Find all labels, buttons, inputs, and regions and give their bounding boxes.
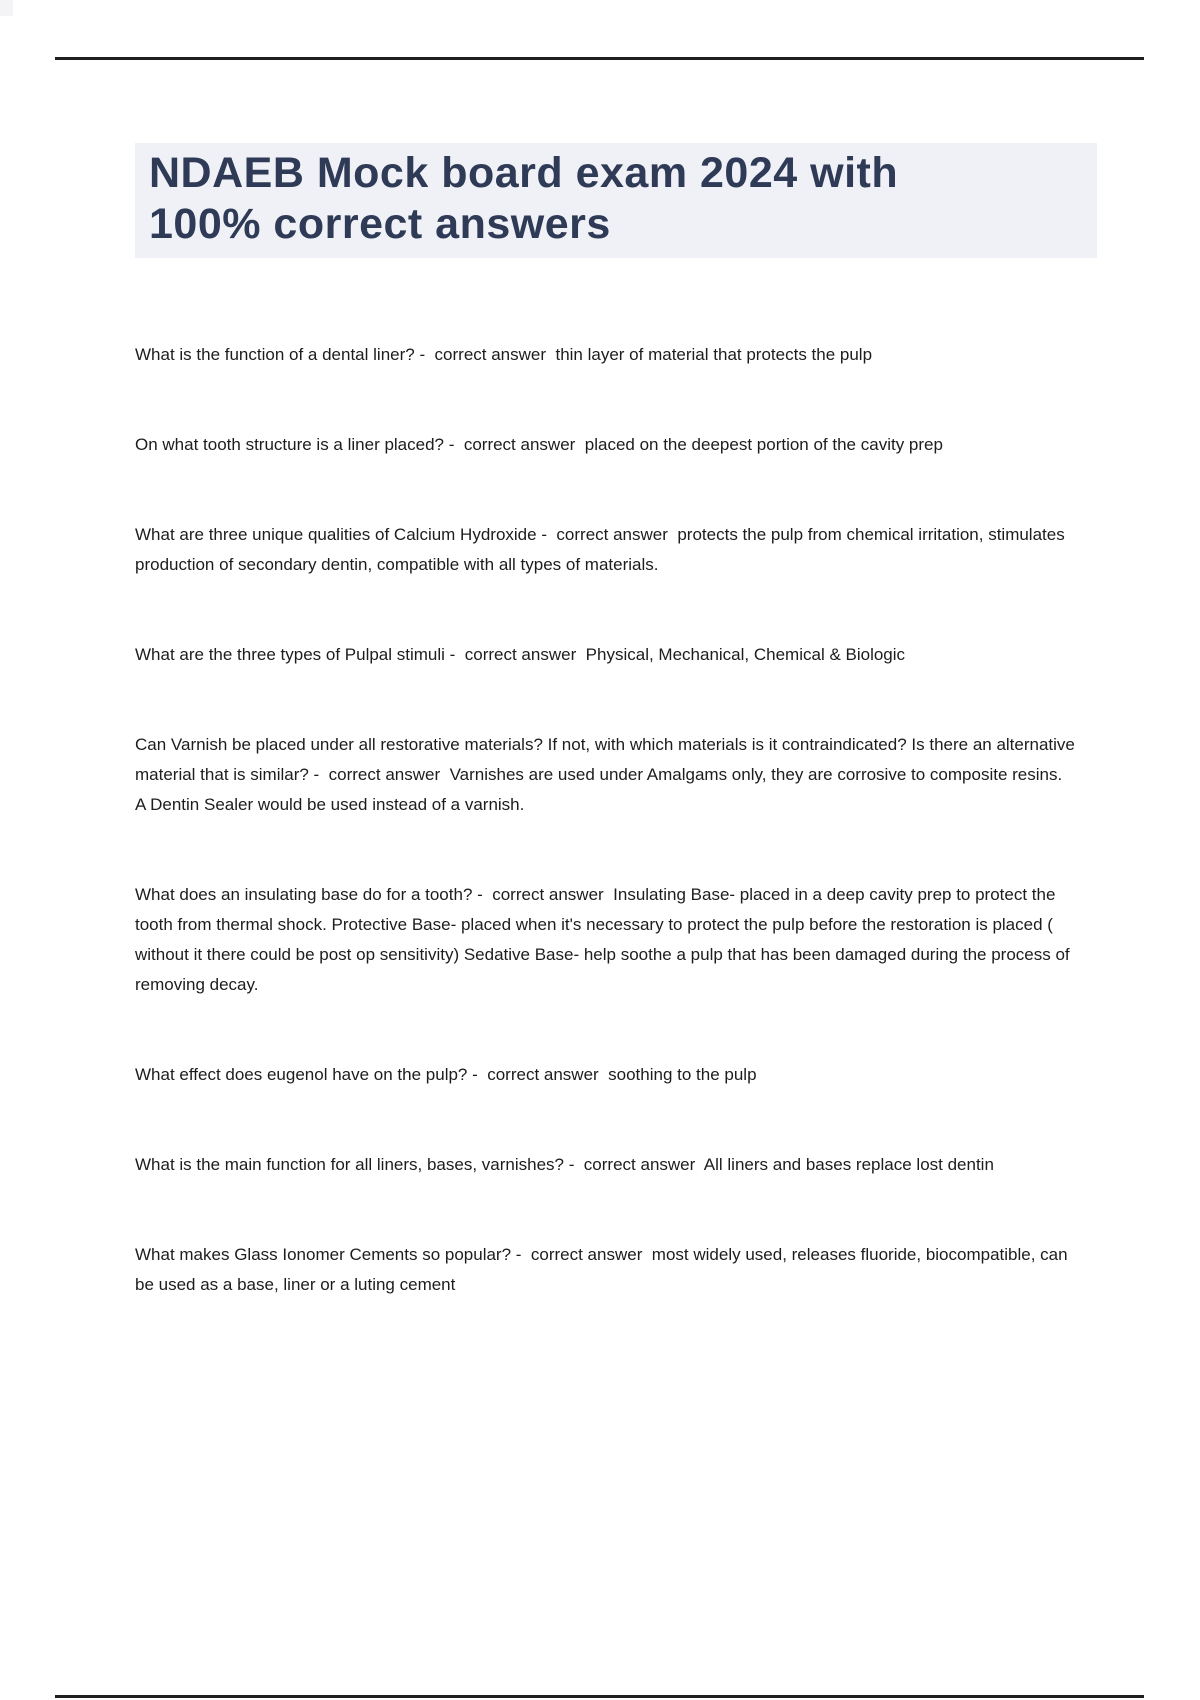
page-title-line-2: 100% correct answers — [149, 200, 611, 248]
page-title-line-1: NDAEB Mock board exam 2024 with — [149, 149, 899, 197]
qa-item: What are three unique qualities of Calcium Hydroxide - correct answer protects the pulp from chemical irritation, stimulates production of secondary dentin, compatible with all types of materials. — [135, 525, 1070, 574]
page-title — [135, 143, 1097, 258]
qa-item: What is the function of a dental liner? - correct answer thin layer of material that protects the pulp — [135, 345, 873, 364]
qa-item: What does an insulating base do for a tooth? - correct answer Insulating Base- placed in a deep cavity prep to protect the tooth from thermal shock. Protective Base- placed when it's necessary to protect the pulp before the restoration is placed ( without it there could be post op sensitivity) Sedative Base- help soothe a pulp that has been damaged during the process of removing decay. — [135, 885, 1075, 994]
scan-artifact — [0, 0, 13, 16]
qa-item: Can Varnish be placed under all restorative materials? If not, with which materials is it contraindicated? Is there an alternative material that is similar? - correct answer Varnishes are used under Amalgams only, they are corrosive to composite resins. A Dentin Sealer would be used instead of a varnish. — [135, 735, 1080, 814]
footer-rule — [55, 1695, 1144, 1698]
header-rule — [55, 57, 1144, 60]
qa-item: On what tooth structure is a liner placed? - correct answer placed on the deepest portion of the cavity prep — [135, 435, 943, 454]
qa-item: What is the main function for all liners, bases, varnishes? - correct answer All liners and bases replace lost dentin — [135, 1155, 994, 1174]
qa-item: What effect does eugenol have on the pulp? - correct answer soothing to the pulp — [135, 1065, 757, 1084]
qa-item: What makes Glass Ionomer Cements so popular? - correct answer most widely used, releases fluoride, biocompatible, can be used as a base, liner or a luting cement — [135, 1245, 1073, 1294]
qa-item: What are the three types of Pulpal stimuli - correct answer Physical, Mechanical, Chemical & Biologic — [135, 645, 906, 664]
qa-list — [135, 340, 1080, 1360]
